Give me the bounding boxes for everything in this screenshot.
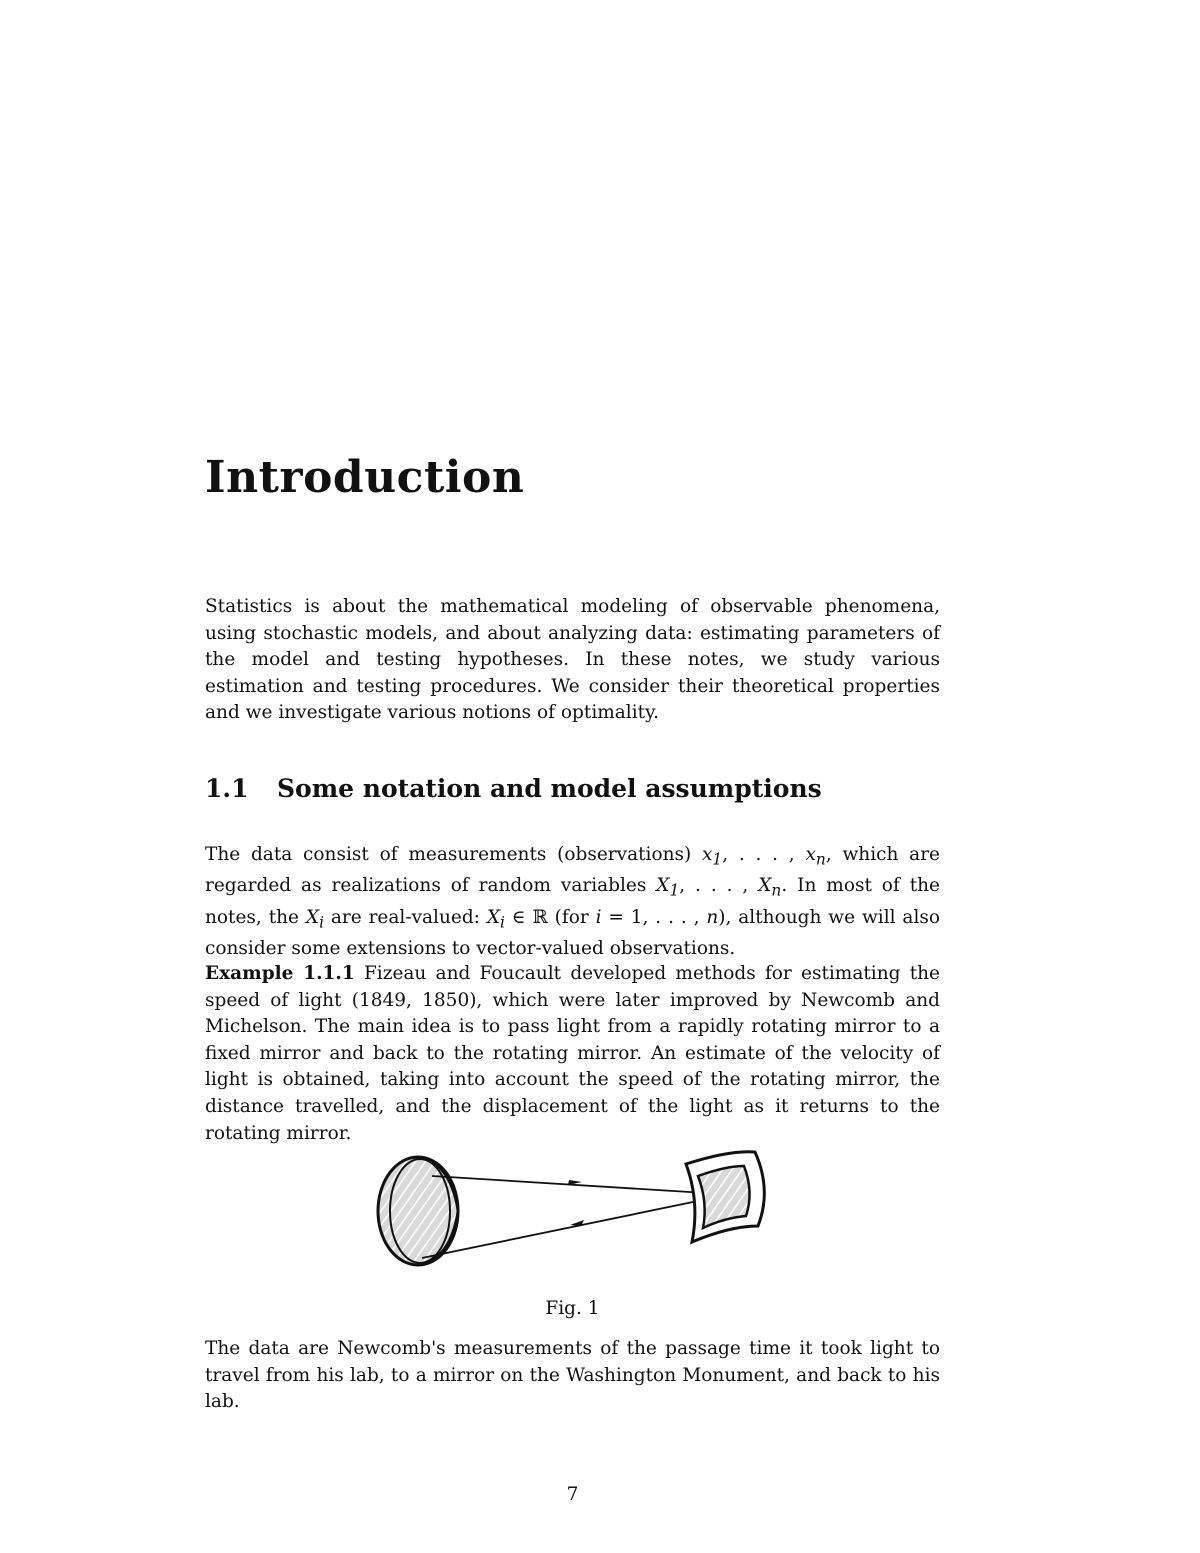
math-i: i xyxy=(595,906,602,928)
mirror-figure xyxy=(360,1142,790,1287)
example-paragraph xyxy=(205,961,940,1147)
section-heading xyxy=(205,774,822,803)
math-Xi-real: $X_i$ xyxy=(486,906,505,932)
math-Xn: $X_n$ xyxy=(758,875,782,900)
example-text: Fizeau and Foucault developed methods for estimating the speed of light (1849, 1850), which were later improved by Newcomb and Michelson. The main idea is to pass light from a rapidly rotating mirror to a fixed mirror and back to the rotating mirror. An estimate of the velocity of light is obtained, taking into account the speed of the rotating mirror, the distance travelled, and the displacement of the light as it returns to the rotating mirror. xyxy=(205,963,940,1144)
example-label: Example 1.1.1 xyxy=(205,963,355,984)
intro-paragraph: Statistics is about the mathematical modeling of observable phenomena, using stochastic models, and about analyzing data: estimating parameters of the model and testing hypotheses. In these notes, we study various estimation and testing procedures. We consider their theoretical properties and we investigate various notions of optimality. xyxy=(205,596,940,724)
light-beam-lines xyxy=(422,1176,722,1258)
math-xn: $x_n$ xyxy=(805,844,826,869)
math-n: n xyxy=(706,906,719,928)
page-number: 7 xyxy=(566,1484,579,1505)
data-paragraph: The data are Newcomb's measurements of the passage time it took light to travel from his lab, to a mirror on the Washington Monument, and back to his lab. xyxy=(205,1338,940,1413)
section-number: 1.1 xyxy=(205,774,249,803)
math-x1: $x_1$ xyxy=(701,844,723,869)
notation-paragraph: The data consist of measurements (observations) $x_1$, . . . , $x_n$, which are regarded as realizations of random variables $X_1$, . . . , $X_n$. In most of the notes, the $X_i$ are real-valued: $X_i$ ∈ ℝ (for i = 1, . . . , n), although we will also consider some extensions to vector-valued observations. xyxy=(205,844,940,959)
rotating-mirror-icon xyxy=(378,1157,458,1265)
math-Xi: $X_i$ xyxy=(305,906,324,932)
section-title: Some notation and model assumptions xyxy=(277,774,822,803)
chapter-title: Introduction xyxy=(205,452,525,503)
figure-caption: Fig. 1 xyxy=(545,1298,600,1319)
math-X1: $X_1$ xyxy=(656,875,680,900)
fixed-mirror-icon xyxy=(686,1152,764,1242)
